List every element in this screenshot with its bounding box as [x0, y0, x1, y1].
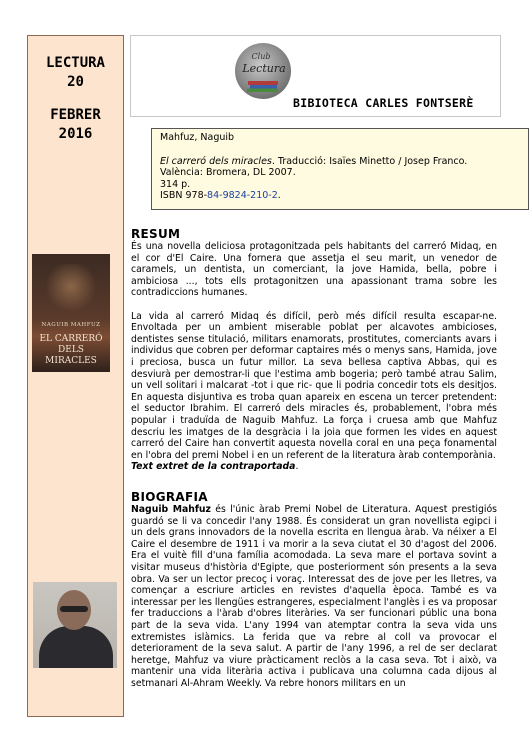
resum-paragraph-2: La vida al carreró Midaq és difícil, però més difícil resulta escapar-ne. Envoltada per un ambient miserable poblat per alcavotes ambicioses, dentistes sense titulació, militars enamorats, prostitutes, comerciants avars i individus que cobren per deformar captaires més o menys sans, Hamida, jove i preciosa, busca un futur millor. La seva bellesa captiva Abbas, qui es desviurà per demostrar-li que l'estima amb bogeria; però també atrau Salim, un vell solitari i malcarat -tot i que ric- que li podria concedir tots els desitjos. En aquesta disjuntiva es troba quan apareix en escena un tercer pretendent: el seductor Ibrahim. El carreró dels miracles és, probablement, l'obra més popular i traduïda de Naguib Mahfuz. La força i cruesa amb que Mahfuz descriu les imatges de la desgràcia i la joia que formen les vides en aquest carreró del Caire han convertit aquesta novella coral en una peça fonamental en l'obra del premi Nobel i en un referent de la literatura àrab contemporània. — [131, 310, 497, 461]
biblio-isbn — [160, 190, 520, 202]
resum-source-period: . — [295, 461, 299, 473]
cover-illustration — [47, 264, 95, 314]
cover-author: NAGUIB MAHFUZ — [41, 322, 101, 328]
portrait-glasses — [60, 606, 88, 612]
biblio-author: Mahfuz, Naguib — [160, 132, 235, 143]
resum-source — [131, 461, 497, 473]
biografia-name: Naguib Mahfuz — [131, 504, 211, 515]
isbn-link[interactable]: 84-9824-210-2 — [207, 190, 278, 201]
isbn-suffix: . — [277, 190, 281, 201]
month-label: FEBRER — [50, 107, 101, 123]
resum-source-note: Text extret de la contraportada — [131, 461, 296, 473]
biblio-publisher: València: Bromera, DL 2007. — [160, 167, 296, 178]
bibliographic-record — [151, 128, 529, 210]
logo-text-main: Lectura — [242, 62, 286, 75]
biblio-translation: . Traducció: Isaïes Minetto / Josep Franco. — [271, 155, 468, 167]
resum-heading: RESUM — [131, 227, 181, 241]
logo-text-top: Club — [251, 52, 271, 61]
library-name: BIBIOTECA CARLES FONTSERÈ — [293, 96, 474, 110]
biblio-title: El carreró dels miracles — [160, 155, 272, 167]
biografia-text — [131, 504, 497, 690]
cover-title-line: DELS — [58, 345, 84, 355]
cover-title-line: MIRACLES — [45, 356, 97, 366]
reading-date — [28, 106, 123, 144]
club-lectura-logo — [231, 41, 295, 103]
biografia-heading: BIOGRAFIA — [131, 490, 208, 504]
lectura-label: LECTURA — [45, 55, 105, 71]
biografia-section — [131, 491, 497, 690]
resum-paragraph-1: És una novella deliciosa protagonitzada pels habitants del carreró Midaq, en el cor d'El Caire. Una fornera que assetja el seu marit, un venedor de caramels, un dentista, un comerciant, la jove Hamida, bella, pobre i ambiciosa ..., tots ells protagonitzen una apassionant trama sobre les contradiccions humanes. — [131, 241, 497, 299]
author-portrait — [33, 582, 117, 668]
lectura-number: 20 — [67, 74, 84, 90]
cover-title-line: EL CARRERÓ — [39, 334, 103, 344]
book-cover-image — [32, 254, 110, 372]
header-box — [130, 35, 501, 117]
reading-number — [28, 54, 123, 92]
isbn-prefix: ISBN 978- — [160, 190, 208, 201]
portrait-body — [39, 626, 113, 668]
cover-title — [32, 334, 110, 367]
biografia-body: és l'únic àrab Premi Nobel de Literatura. Aquest prestigiós guardó se li va concedir l'any 1988. És considerat un gran novellista egipci i un dels grans innovadors de la novella escrita en llengua àrab. Va néixer a El Caire el desembre de 1911 i va morir a la seva ciutat el 30 d'agost del 2006. Era el vuitè fill d'una família acomodada. La seva mare el portava sovint a visitar museus d'història d'Egipte, que posteriorment són presents a la seva obra. Va ser un lector precoç i voraç. Interessat des de jove per les lletres, va començar a escriure articles en revistes d'aquella època. També es va interessar per les llengües estrangeres, especialment l'anglès i es va proposar fer traduccions a l'àrab d'obres literàries. Va ser funcionari públic una bona part de la seva vida. L'any 1994 van atemptar contra la seva vida uns extremistes islàmics. La ferida que va rebre al coll va provocar el deteriorament de la seva salut. A partir de l'any 1996, a rel de ser declarat heretge, Mahfuz va viure pràcticament reclòs a la casa seva. Tot i això, va mantenir una vida literària activa i publicava una columna cada dijous al setmanari Al-Ahram Weekly. Va rebre honors militars en un — [131, 504, 498, 689]
biblio-title-line — [160, 156, 520, 168]
year-label: 2016 — [58, 126, 93, 142]
biblio-pages: 314 p. — [160, 178, 191, 190]
resum-section — [131, 228, 497, 473]
